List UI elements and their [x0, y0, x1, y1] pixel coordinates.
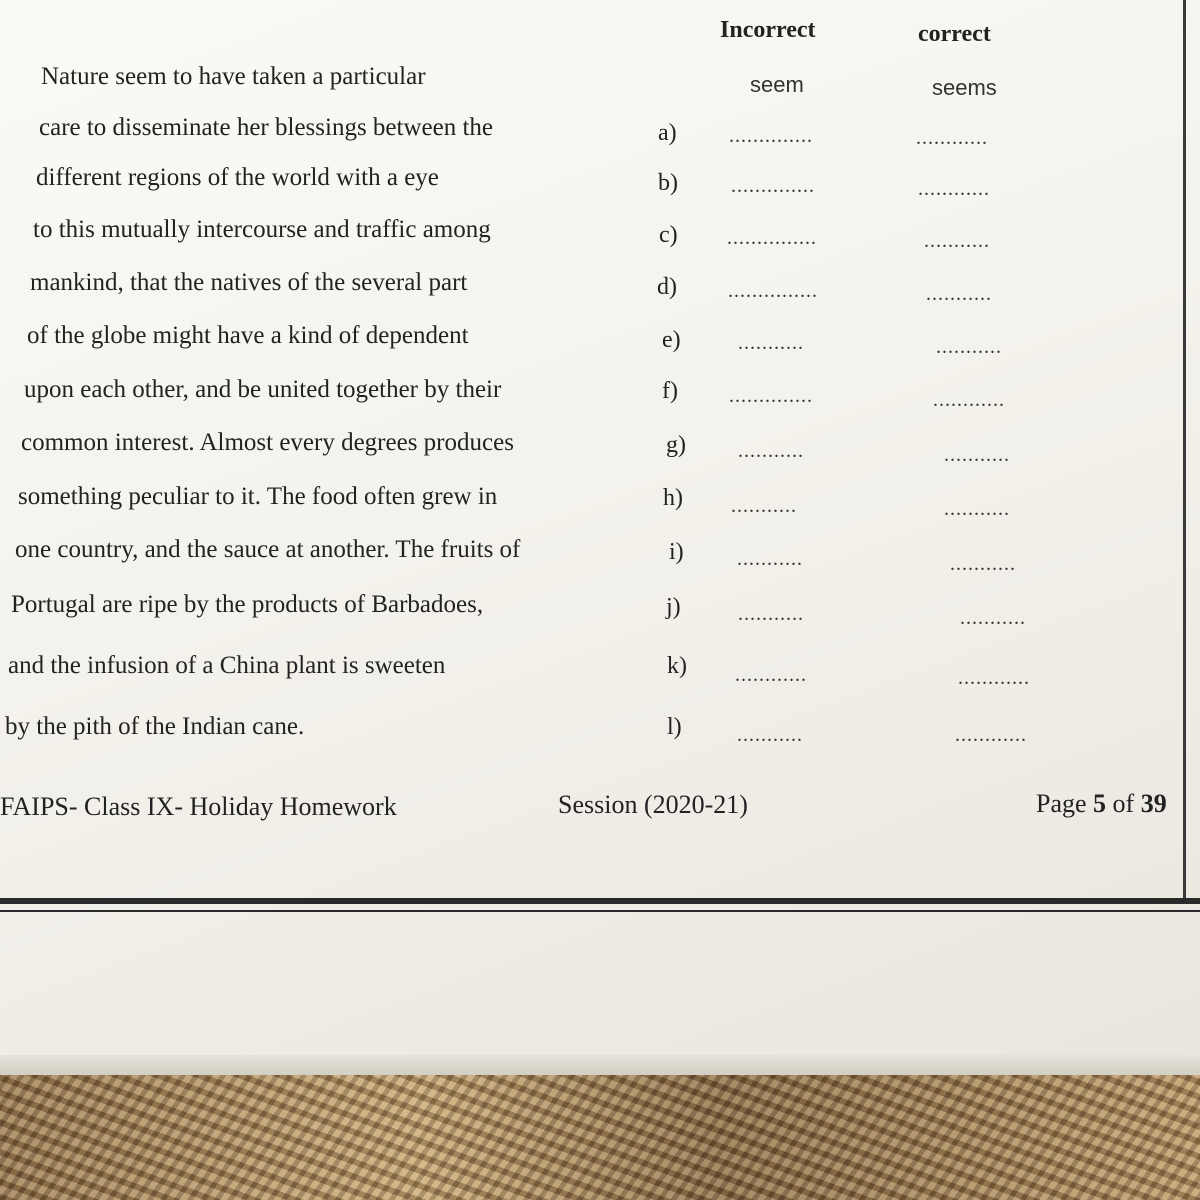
- passage-line: Portugal are ripe by the products of Barbadoes,: [11, 591, 484, 618]
- passage-line: and the infusion of a China plant is sweeten: [8, 652, 446, 679]
- example-incorrect-word: seem: [750, 72, 804, 97]
- item-label: e): [662, 327, 681, 353]
- passage-line: Nature seem to have taken a particular: [41, 63, 426, 90]
- incorrect-blank[interactable]: ..............: [729, 125, 813, 147]
- item-label: f): [662, 378, 678, 404]
- passage-line: upon each other, and be united together by their: [24, 376, 502, 403]
- incorrect-blank[interactable]: ...........: [738, 603, 804, 625]
- item-label: h): [663, 485, 683, 511]
- incorrect-blank[interactable]: ..............: [729, 385, 813, 407]
- item-label: g): [666, 432, 686, 458]
- incorrect-blank[interactable]: ...........: [738, 440, 804, 462]
- passage-line: one country, and the sauce at another. The fruits of: [15, 536, 521, 563]
- incorrect-column-header: Incorrect: [720, 17, 816, 43]
- item-label: a): [658, 120, 677, 146]
- correct-blank[interactable]: ...........: [960, 607, 1026, 629]
- correct-blank[interactable]: ............: [918, 178, 990, 200]
- passage-line: care to disseminate her blessings between the: [39, 114, 494, 141]
- passage-line: something peculiar to it. The food often grew in: [18, 483, 498, 510]
- page-current: 5: [1093, 789, 1107, 818]
- passage-line: different regions of the world with a eye: [36, 164, 439, 191]
- page-prefix: Page: [1036, 789, 1094, 818]
- border-line-thin: [0, 910, 1200, 912]
- correct-blank[interactable]: ...........: [926, 283, 992, 305]
- incorrect-blank[interactable]: ............: [735, 664, 807, 686]
- correct-blank[interactable]: ............: [933, 389, 1005, 411]
- incorrect-blank[interactable]: ...............: [728, 280, 818, 302]
- item-label: b): [658, 170, 678, 196]
- correct-blank[interactable]: ............: [916, 127, 988, 149]
- footer-page-number: [1036, 789, 1167, 819]
- incorrect-blank[interactable]: ...............: [727, 227, 817, 249]
- correct-blank[interactable]: ............: [958, 667, 1030, 689]
- incorrect-blank[interactable]: ..............: [731, 175, 815, 197]
- correct-blank[interactable]: ...........: [950, 553, 1016, 575]
- footer-course-title: FAIPS- Class IX- Holiday Homework: [0, 792, 397, 821]
- example-correct-word: seems: [932, 75, 997, 100]
- correct-blank[interactable]: ...........: [944, 444, 1010, 466]
- incorrect-blank[interactable]: ...........: [738, 332, 804, 354]
- correct-blank[interactable]: ...........: [936, 336, 1002, 358]
- passage-line: common interest. Almost every degrees produces: [21, 429, 514, 456]
- correct-blank[interactable]: ............: [955, 724, 1027, 746]
- page-total: 39: [1140, 789, 1167, 818]
- passage-line: mankind, that the natives of the several part: [30, 269, 468, 296]
- page-mid: of: [1106, 789, 1141, 818]
- border-line-thick: [0, 898, 1200, 904]
- footer-session: Session (2020-21): [558, 790, 748, 819]
- incorrect-blank[interactable]: ...........: [731, 495, 797, 517]
- item-label: c): [659, 222, 678, 248]
- passage-line: of the globe might have a kind of dependent: [27, 322, 469, 349]
- border-right-line: [1183, 0, 1186, 900]
- item-label: d): [657, 274, 677, 300]
- correct-column-header: correct: [918, 21, 991, 47]
- item-label: k): [667, 653, 687, 679]
- incorrect-blank[interactable]: ...........: [737, 548, 803, 570]
- item-label: i): [669, 539, 684, 565]
- passage-line: to this mutually intercourse and traffic among: [33, 216, 491, 243]
- correct-blank[interactable]: ...........: [924, 230, 990, 252]
- item-label: l): [667, 714, 682, 740]
- correct-blank[interactable]: ...........: [944, 498, 1010, 520]
- incorrect-blank[interactable]: ...........: [737, 724, 803, 746]
- item-label: j): [666, 594, 681, 620]
- tablecloth-background: [0, 1075, 1200, 1200]
- passage-line: by the pith of the Indian cane.: [5, 713, 305, 740]
